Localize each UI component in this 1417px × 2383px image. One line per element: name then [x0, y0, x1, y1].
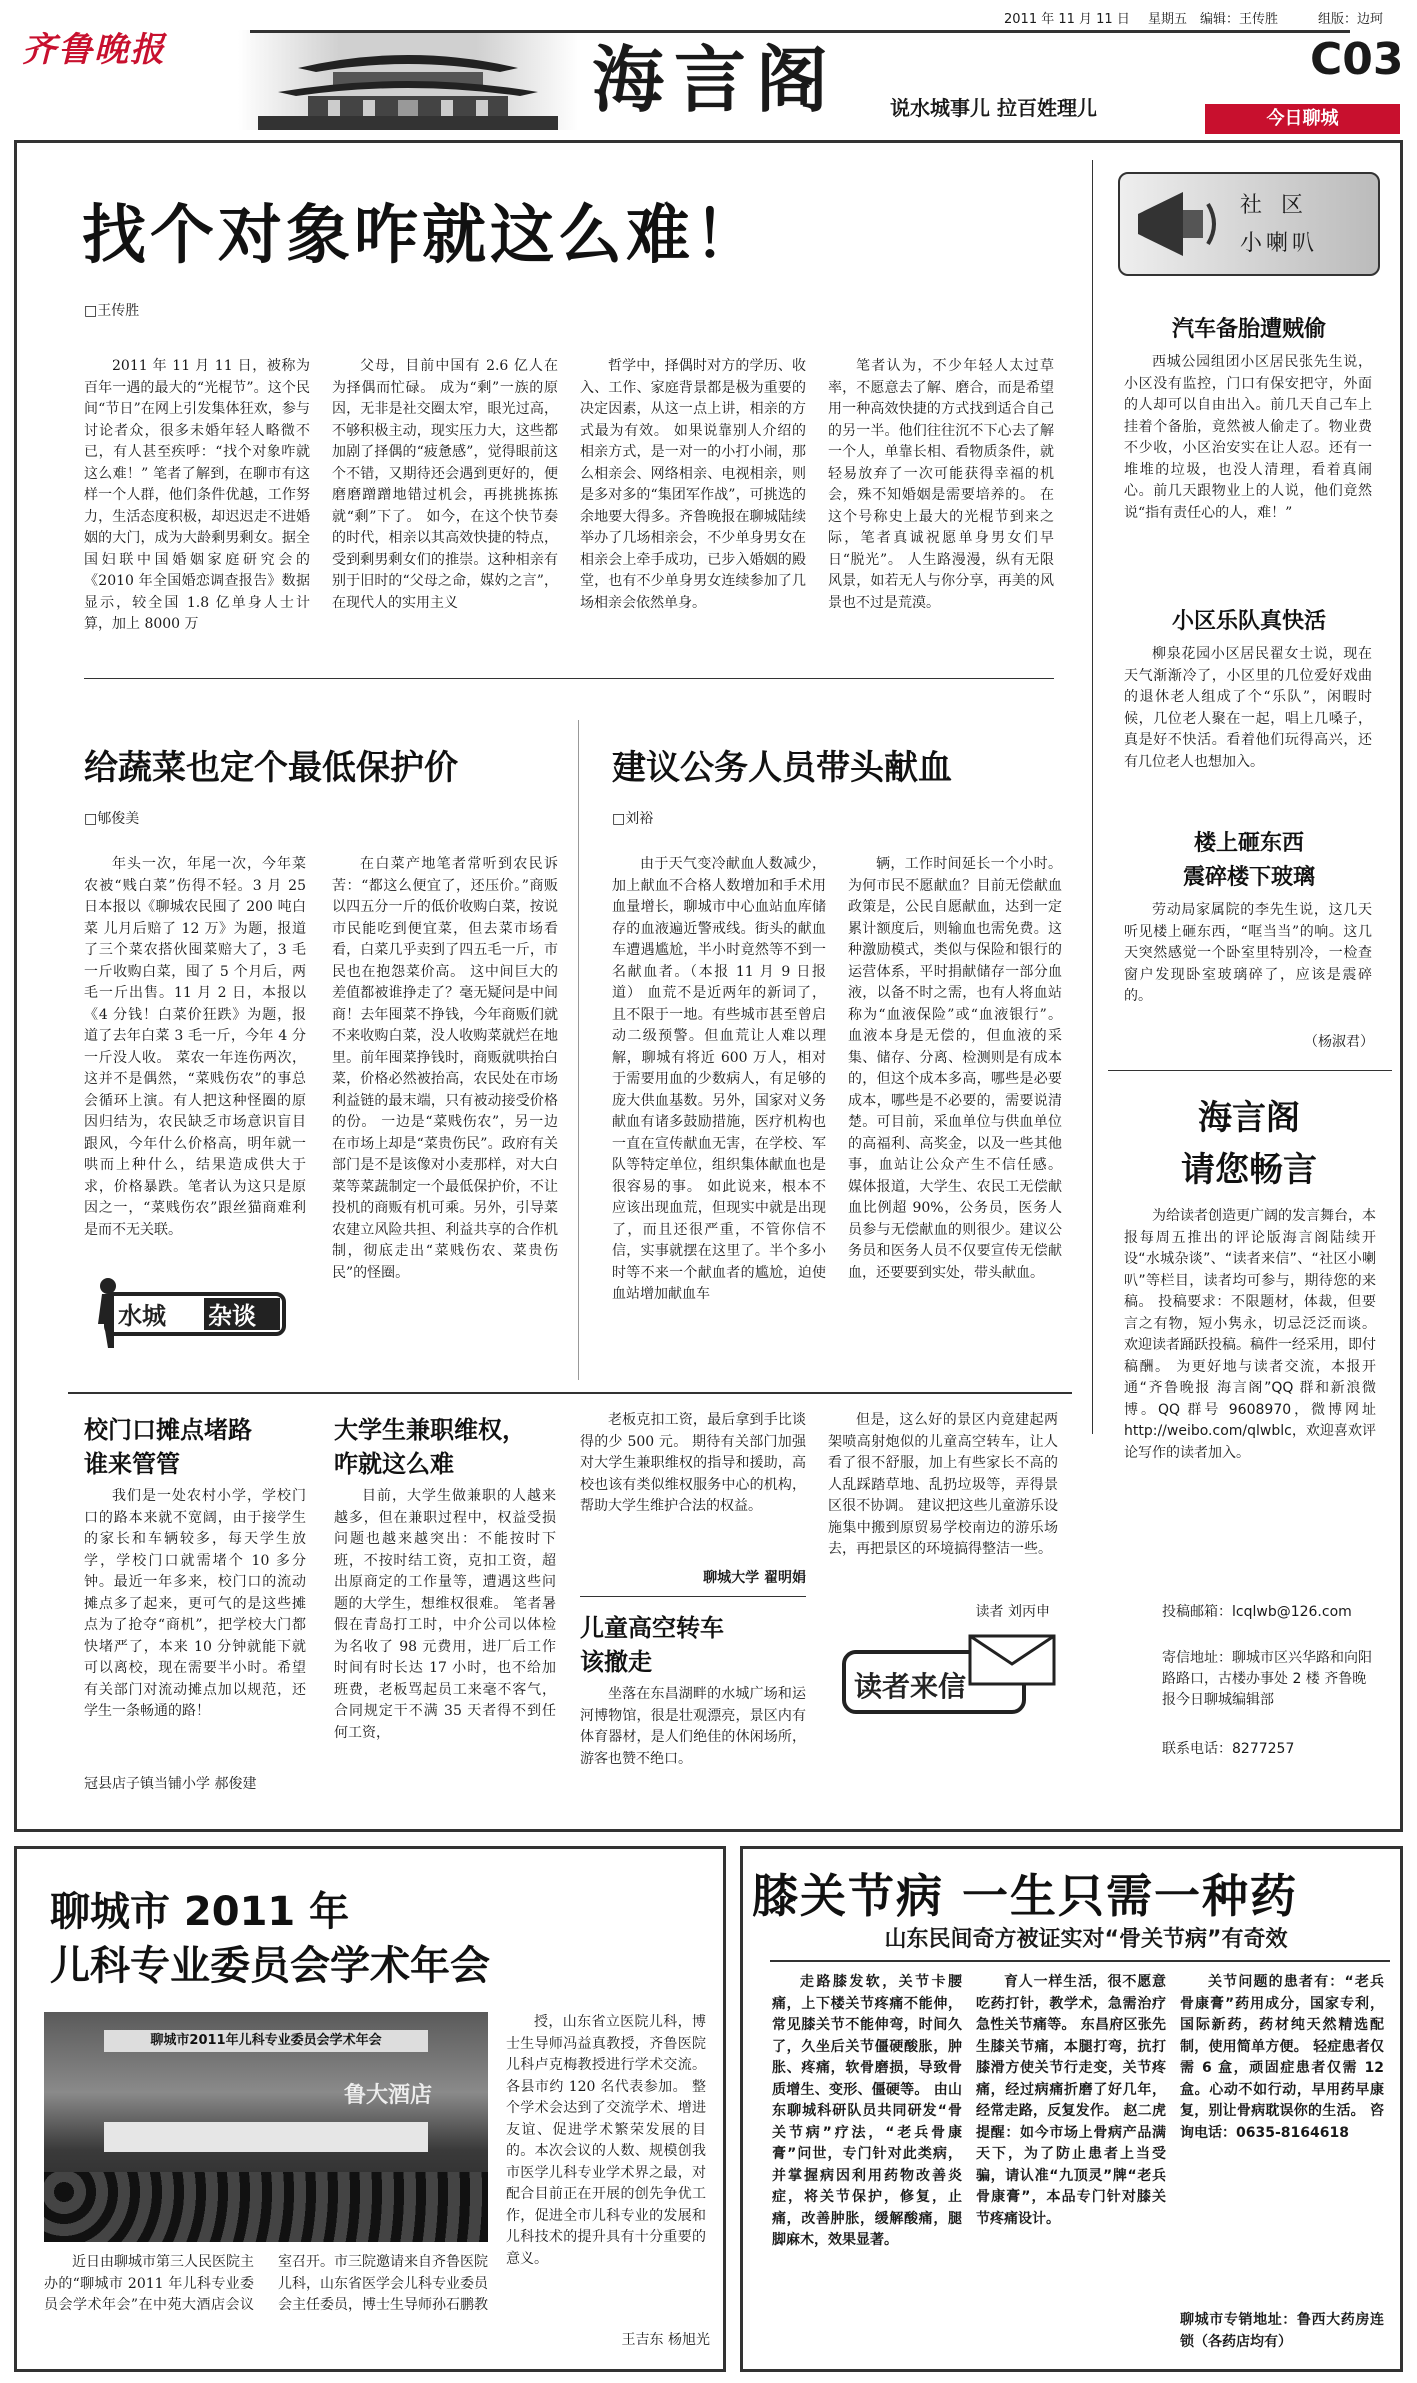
letter-d-author: 读者 刘丙申 — [975, 1604, 1050, 1620]
invite-address: 寄信地址：聊城市区兴华路和向阳路路口，古楼办事处 2 楼 齐鲁晚报今日聊城编辑部 — [1162, 1650, 1372, 1708]
letter-c-title-2: 该撤走 — [580, 1648, 652, 1676]
divider-lead — [84, 678, 1054, 679]
lead-col-4: 笔者认为，不少年轻人太过草率，不愿意去了解、磨合，而是希望用一种高效快捷的方式找到适合自己的另一半。他们往往沉不下心去了解一个人，单靠长相、看物质条件，就轻易放弃了一次可能获得幸福的机会，殊不知婚姻是需要培养的。 在这个号称史上最大的光棍节到来之际，笔者真诚祝愿单身男女们早日“脱光”。 人生路漫漫，纵有无限风景，如若无人与你分享，再美的风景也不过是荒漠。 — [828, 358, 1054, 611]
page-code: C03 — [1310, 34, 1404, 85]
lead-col-3: 哲学中，择偶时对方的学历、收入、工作、家庭背景都是极为重要的决定因素，从这一点上讲，相亲的方式最为有效。 如果说靠别人介绍的相亲方式，是一对一的小打小闹，那么相亲会、网络相亲、电视相亲，则是多对多的“集团军作战”，可挑选的余地要大得多。齐鲁晚报在聊城陆续举办了几场相亲会，不少单身男女在相亲会上牵手成功，已步入婚姻的殿堂，也有不少单身男女连续参加了几场相亲会依然单身。 — [580, 358, 806, 611]
letter-a-title-2: 谁来管管 — [84, 1450, 180, 1478]
ad-right-title: 膝关节病 一生只需一种药 — [752, 1869, 1299, 1923]
divider-sidebar — [1092, 160, 1093, 1434]
letter-b-col-2: 老板克扣工资，最后拿到手比谈得的少 500 元。 期待有关部门加强对大学生兼职维权的指导和援助，高校也该有类似维权服务中心的机构，帮助大学生维护合法的权益。 — [580, 1412, 806, 1514]
blood-col-1: 由于天气变冷献血人数减少，加上献血不合格人数增加和手术用血量增长，聊城市中心血站血库储存的血液遍近警戒线。街头的献血车遭遇尴尬，半小时竟然等不到一名献血者。（本报 11 月 9 日报道） 血荒不是近两年的新词了，且不限于一地。有些城市甚至曾启动二级预警。但血荒让人难以理解，聊城有将近 600 万人，相对于需要用血的少数病人，有足够的庞大供血基数。另外，国家对义务献血有诸多鼓励措施，医疗机构也一直在宣传献血无害，在学校、军队等特定单位，组织集体献血也是很容易的事。 如此说来，根本不应该出现血荒，但现实中就是出现了，而且还很严重，不管你信不信，实事就摆在这里了。半个多小时等不来一个献血者的尴尬，迫使血站增加献血车 — [612, 856, 826, 1302]
stamp-text-readers: 读者来信 — [854, 1670, 967, 1703]
blood-col-2: 辆，工作时间延长一个小时。 为何市民不愿献血？目前无偿献血政策是，公民自愿献血，达到一定累计额度后，则输血也需免费。这种激励模式，类似与保险和银行的运营体系，平时捐献储存一部分血液，以备不时之需，也有人将血站称为“血液保险”或“血液银行”。 血液本身是无偿的，但血液的采集、储存、分离、检测则是有成本的，但这个成本多高，哪些是必要成本，哪些是不必要的，需要说清楚。可目前，采血单位与供血单位的高福利、高奖金，以及一些其他事，血站让公众产生不信任感。 媒体报道，大学生、农民工无偿献血比例超 90%，公务员，医务人员参与无偿献血的则很少。建议公务员和医务人员不仅要宣传无偿献血，还要要到实处，带头献血。 — [848, 856, 1062, 1281]
divider-letters — [68, 1392, 1072, 1394]
sidebar-item3-body: 劳动局家属院的李先生说，这几天听见楼上砸东西，“哐当当”的响。这几天突然感觉一个卧室里特别冷，一检查窗户发现卧室玻璃碎了，应该是震碎的。 — [1124, 902, 1372, 1004]
badge-line-2: 小喇叭 — [1240, 231, 1319, 256]
letter-a-author: 冠县店子镇当铺小学 郝俊建 — [84, 1776, 257, 1792]
ad-left-author: 王吉东 杨旭光 — [621, 2332, 710, 2348]
section-slogan: 说水城事儿 拉百姓理儿 — [890, 96, 1097, 120]
photo-head-table — [104, 2122, 428, 2152]
page-editor: 编辑：王传胜 — [1200, 12, 1279, 27]
letter-c-body: 坐落在东昌湖畔的水城广场和运河博物馆，很是壮观漂亮，景区内有体育器材，是人们绝佳的休闲场所，游客也赞不绝口。 — [580, 1686, 806, 1767]
readers-letter-stamp — [840, 1632, 1060, 1722]
ad-left-caption: 近日由聊城市第三人民医院主办的“聊城市 2011 年儿科专业委员会学术年会”在中苑大酒店会议室召开。市三院邀请来自齐鲁医院儿科，山东省医学会儿科专业委员会主任委员，博士生导师孙石鹏教 — [44, 2254, 488, 2313]
ad-left-title-1: 聊城市 2011 年 — [50, 1889, 350, 1935]
ad-right-rule — [770, 1960, 1390, 1962]
ad-left-title-2: 儿科专业委员会学术年会 — [50, 1943, 490, 1989]
community-badge — [1118, 172, 1380, 276]
divider-sidebar-invite — [1108, 1070, 1392, 1071]
ad-left-col-2: 授，山东省立医院儿科，博士生导师冯益真教授，齐鲁医院儿科卢克梅教授进行学术交流。各县市约 120 名代表参加。 整个学术会达到了交流学术、增进友谊、促进学术繁荣发展的目的。本次会议的人数、规模创我市医学儿科专业学术界之最，对配合目前正在开展的创先争优工作，促进全市儿科专业的发展和儿科技术的提升具有十分重要的意义。 — [506, 2014, 706, 2267]
letter-b-author: 聊城大学 翟明娟 — [703, 1570, 806, 1586]
sidebar-item2-body: 柳泉花园小区居民翟女士说，现在天气渐渐冷了，小区里的几位爱好戏曲的退休老人组成了个“乐队”，闲暇时候，几位老人聚在一起，唱上几嗓子，真是好不快活。看着他们玩得高兴，还有几位老人也想加入。 — [1124, 646, 1372, 770]
masthead — [0, 0, 1417, 135]
issue-weekday: 星期五 — [1148, 12, 1188, 27]
issue-date: 2011 年 11 月 11 日 — [1004, 12, 1130, 27]
letter-d-body: 但是，这么好的景区内竟建起两架喷高射炮似的儿童高空转车，让人看了很不舒服，加上有些家长不高的人乱踩踏草地、乱扔垃圾等，弄得景区很不协调。 建议把这些儿童游乐设施集中搬到原贸易学校南边的游乐场去，再把景区的环境搞得整洁一些。 — [828, 1412, 1058, 1557]
ad-right-col-2: 育人一样生活，很不愿意吃药打针，教学术，急需治疗急性关节痛等。 东昌府区张先生膝关节痛，本腿打弯，抗打膝滑方使关节行走变，关节疼痛，经过病痛折磨了好几年，经常走路，反复发作。 赵二虎提醒：如今市场上骨病产品满天下，为了防止患者上当受骗，请认准“九顶灵”牌“老兵骨康膏”，本品专门针对膝关节疼痛设计。 — [976, 1974, 1166, 2227]
veg-col-2: 在白菜产地笔者常听到农民诉苦：“都这么便宜了，还压价。”商贩以四五分一斤的低价收购白菜，按说市民能吃到便宜菜，但去菜市场看看，白菜几乎卖到了四五毛一斤，市民也在抱怨菜价高。 这中间巨大的差值都被谁挣走了？毫无疑问是中间商！去年囤菜不挣钱，今年商贩们就不来收购白菜，没人收购菜就烂在地里。前年囤菜挣钱时，商贩就哄抬白菜，价格必然被抬高，农民处在市场利益链的最末端，只有被动接受价格的份。 一边是“菜贱伤农”，另一边在市场上却是“菜贵伤民”。政府有关部门是不是该像对小麦那样，对大白菜等菜蔬制定一个最低保护价，不让投机的商贩有机可乘。另外，引导菜农建立风险共担、利益共享的合作机制，彻底走出“菜贱伤农、菜贵伤民”的怪圈。 — [332, 856, 558, 1281]
lead-col-1: 2011 年 11 月 11 日，被称为百年一遇的最大的“光棍节”。这个民间“节日”在网上引发集体狂欢，参与讨论者众，很多未婚年轻人略微不已，有人甚至疾呼：“找个对象咋就这么难！” 笔者了解到，在聊市有这样一个人群，他们条件优越，工作努力，生活态度积极，却迟迟走不进婚姻的大门，成为大龄剩男剩女。据全国妇联中国婚姻家庭研究会的《2010 年全国婚恋调查报告》数据显示，较全国 1.8 亿单身人士计算，加上 8000 万 — [84, 358, 310, 632]
letter-b-title-2: 咋就这么难 — [334, 1450, 454, 1478]
sidebar-item3-author: （杨淑君） — [1304, 1034, 1374, 1050]
megaphone-icon — [1128, 184, 1228, 264]
veg-col-1: 年头一次，年尾一次，今年菜农被“贱白菜”伤得不轻。3 月 25 日本报以《聊城农民囤了 200 吨白菜 儿月后赔了 12 万》为题，报道了三个菜农搭伙囤菜赔大了，3 毛一斤收购白菜，囤了 5 个月后，两毛一斤出售。11 月 2 日，本报以《4 分钱！白菜价狂跌》为题，报道了去年白菜 3 毛一斤，今年 4 分一斤没人收。 菜农一年连伤两次，这并不是偶然，“菜贱伤农”的事总会循环上演。有人把这种怪圈的原因归结为，农民缺乏市场意识盲目跟风，今年什么价格高，明年就一哄而上种什么，结果造成供大于求，价格暴跌。笔者认为这只是原因之一，“菜贱伤农”跟丝猫商难利是而不无关联。 — [84, 856, 306, 1238]
column-stamp-shuicheng — [92, 1272, 288, 1352]
letter-a-body: 我们是一处农村小学，学校门口的路本来就不宽阔，由于接学生的家长和车辆较多，每天学生放学，学校门口就需堵个 10 多分钟。最近一年多来，校门口的流动摊点多了起来，更可气的是这些摊点为了抢夺“商机”，把学校大门都快堵严了，本来 10 分钟就能下就可以离校，现在需要半小时。希望有关部门对流动摊点加以规范，还学生一条畅通的路！ — [84, 1488, 306, 1719]
photo-audience — [44, 2172, 488, 2242]
invite-phone: 联系电话：8277257 — [1162, 1741, 1295, 1757]
sidebar-item2-title: 小区乐队真快活 — [1171, 609, 1326, 634]
lead-byline: □王传胜 — [84, 303, 140, 319]
sidebar-item3-title-2: 震碎楼下玻璃 — [1182, 865, 1315, 890]
ad-right-address: 聊城市专销地址：鲁西大药房连锁（各药店均有） — [1180, 2312, 1384, 2350]
sidebar-item1-body: 西城公园组团小区居民张先生说，小区没有监控，门口有保安把守，外面的人却可以自由出入。前几天自己车上挂着个备胎，竟然被人偷走了。物业费不少收，小区治安实在让人忍。还有一堆堆的垃圾，也没人清理，看着真闹心。前几天跟物业上的人说，他们竟然说“指有责任心的人，难！” — [1124, 354, 1372, 521]
section-title: 海言阁 — [592, 37, 839, 122]
page-layout-editor: 组版：边珂 — [1318, 12, 1384, 27]
invite-title-2: 请您畅言 — [1181, 1150, 1317, 1190]
invite-title-1: 海言阁 — [1198, 1098, 1300, 1138]
paper-logo: 齐鲁晚报 — [22, 30, 166, 70]
veg-headline: 给蔬菜也定个最低保护价 — [84, 748, 458, 788]
ad-right-col-1: 走路膝发软，关节卡腰痛，上下楼关节疼痛不能伸，常见膝关节不能伸弯，时间久了，久坐后关节僵硬酸胀，肿胀、疼痛，软骨磨损，导致骨质增生、变形、僵硬等。 由山东聊城科研队员共同研发“骨关节病”疗法，“老兵骨康膏”问世，专门针对此类病，并掌握病因利用药物改善炎症，将关节保护，修复，止痛，改善肿胀，缓解酸痛，腿脚麻木，效果显著。 — [772, 1974, 962, 2248]
section-tag: 今日聊城 — [1205, 104, 1400, 134]
lead-headline: 找个对象咋就这么难！ — [82, 199, 762, 273]
letter-b-title-1: 大学生兼职维权， — [334, 1416, 526, 1444]
veg-byline: □郇俊美 — [84, 811, 140, 827]
masthead-rule — [250, 30, 1350, 33]
conference-photo — [44, 2012, 488, 2242]
ad-right-col-3: 关节问题的患者有：“老兵骨康膏”药用成分，国家专利，国际新药，药材纯天然精选配制，使用简单方便。 轻症患者仅需 6 盒，顽固症患者仅需 12 盒。心动不如行动，早用药早康复，别让骨病耽误你的生活。 咨询电话：0635-8164618 — [1180, 1974, 1384, 2141]
invite-email: 投稿邮箱：lcqlwb@126.com — [1162, 1604, 1352, 1620]
badge-line-1: 社 区 — [1240, 193, 1309, 218]
sidebar-item3-title-1: 楼上砸东西 — [1193, 831, 1304, 856]
photo-banner: 聊城市2011年儿科专业委员会学术年会 — [104, 2030, 428, 2052]
stamp-text-2: 杂谈 — [208, 1302, 256, 1330]
letter-b-body: 目前，大学生做兼职的人越来越多，但在兼职过程中，权益受损问题也越来越突出：不能按时下班，不按时结工资，克扣工资，超出原商定的工作量等，遭遇这些问题的大学生，想维权很难。 笔者暑假在青岛打工时，中介公司以体检为名收了 98 元费用，进厂后工作时间有时长达 17 小时，也不给加班费，老板骂起员工来毫不客气，合同规定干不满 35 天者得不到任何工资， — [334, 1488, 556, 1741]
photo-hotel-sign: 鲁大酒店 — [344, 2083, 433, 2108]
letter-c-title-1: 儿童高空转车 — [580, 1614, 724, 1642]
stamp-text-1: 水城 — [118, 1302, 166, 1330]
divider-letter-c — [580, 1596, 806, 1597]
blood-headline: 建议公务人员带头献血 — [612, 748, 952, 788]
lead-col-2: 父母，目前中国有 2.6 亿人在为择偶而忙碌。 成为“剩”一族的原因，无非是社交圈太窄，眼光过高，不够积极主动，现实压力大，这些都加剧了择偶的“疲惫感”，觉得眼前这个不错，又期待还会遇到更好的，便磨磨蹭蹭地错过机会，再挑挑拣拣就“剩”下了。 如今，在这个快节奏的时代，相亲以其高效快捷的特点，受到剩男剩女们的推崇。这种相亲有别于旧时的“父母之命，媒妁之言”，在现代人的实用主义 — [332, 358, 558, 611]
pavilion-illustration — [238, 30, 578, 130]
sidebar-item1-title: 汽车备胎遭贼偷 — [1171, 317, 1326, 342]
ad-right-subtitle: 山东民间奇方被证实对“骨关节病”有奇效 — [884, 1927, 1288, 1952]
letter-a-title-1: 校门口摊点堵路 — [84, 1416, 252, 1444]
invite-body: 为给读者创造更广阔的发言舞台，本报每周五推出的评论版海言阁陆续开设“水城杂谈”、“读者来信”、“社区小喇叭”等栏目，读者均可参与，期待您的来稿。 投稿要求：不限题材，体裁，但要言之有物，短小隽永，切忌泛泛而谈。 欢迎读者踊跃投稿。稿件一经采用，即付稿酬。 为更好地与读者交流，本报开通“齐鲁晚报 海言阁”QQ 群和新浪微博。QQ 群号 9608970，微博网址 http://weibo.com/qlwblc，欢迎喜欢评论写作的读者加入。 — [1124, 1208, 1376, 1461]
divider-veg-blood — [578, 720, 579, 1380]
blood-byline: □刘裕 — [612, 811, 654, 827]
